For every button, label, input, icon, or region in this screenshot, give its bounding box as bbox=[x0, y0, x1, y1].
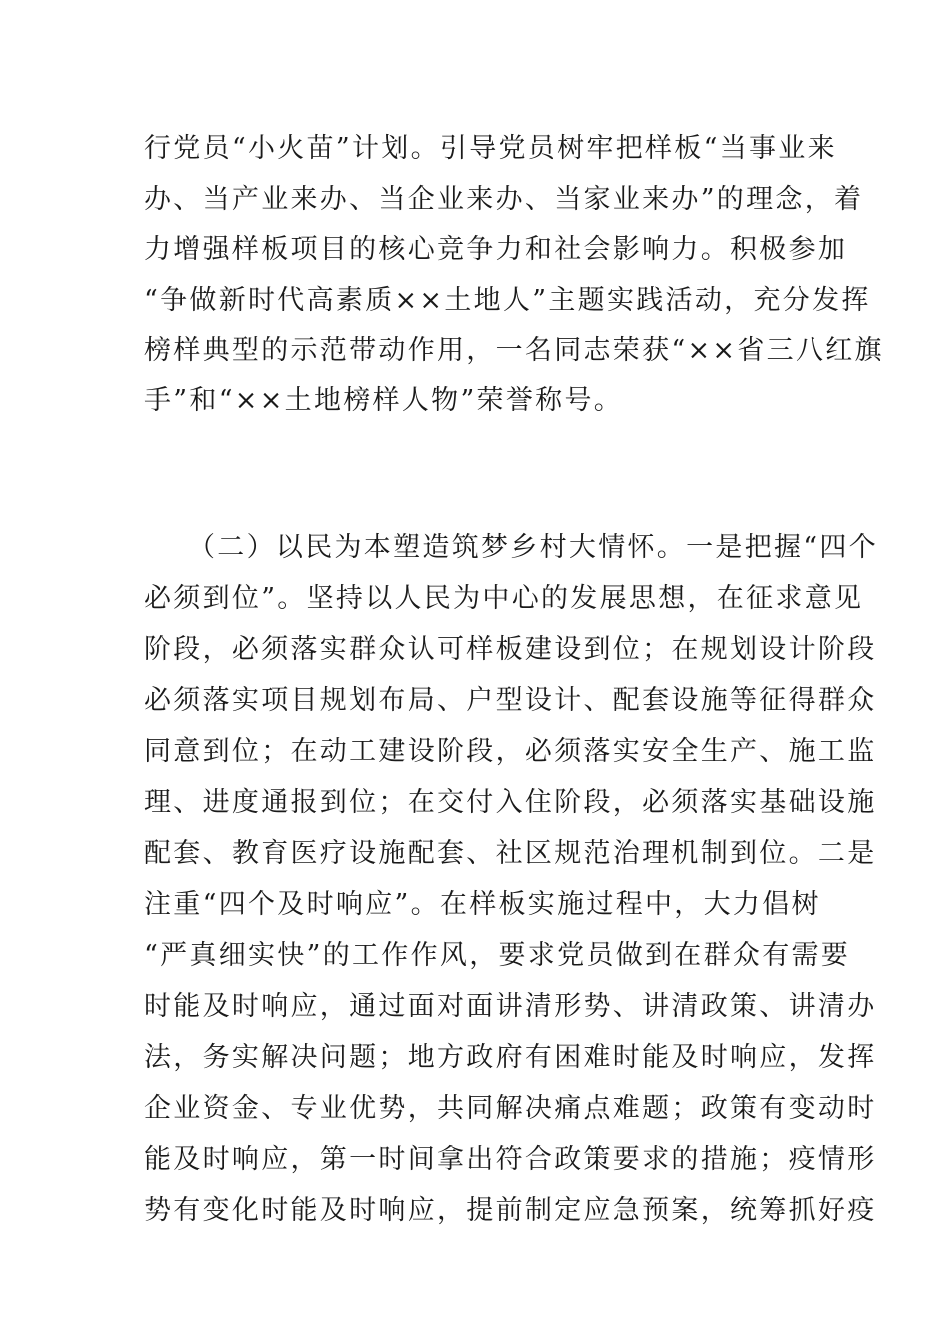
text-line: 企业资金、专业优势，共同解决痛点难题；政策有变动时 bbox=[144, 1093, 877, 1124]
paragraph-heading-line: （二）以民为本塑造筑梦乡村大情怀。一是把握“四个 bbox=[188, 532, 879, 563]
text-line: 必须到位”。坚持以人民为中心的发展思想，在征求意见 bbox=[144, 583, 864, 614]
text-line: 榜样典型的示范带动作用，一名同志荣获“××省三八红旗 bbox=[144, 335, 884, 366]
text-line: 必须落实项目规划布局、户型设计、配套设施等征得群众 bbox=[144, 685, 877, 716]
text-line: 势有变化时能及时响应，提前制定应急预案，统筹抓好疫 bbox=[144, 1195, 877, 1226]
text-line: 同意到位；在动工建设阶段，必须落实安全生产、施工监 bbox=[144, 736, 877, 767]
text-line: “严真细实快”的工作作风，要求党员做到在群众有需要 bbox=[144, 940, 851, 971]
text-line: 法，务实解决问题；地方政府有困难时能及时响应，发挥 bbox=[144, 1042, 877, 1073]
text-line: 能及时响应，第一时间拿出符合政策要求的措施；疫情形 bbox=[144, 1144, 877, 1175]
text-line: 办、当产业来办、当企业来办、当家业来办”的理念，着 bbox=[144, 184, 864, 215]
text-line: 力增强样板项目的核心竞争力和社会影响力。积极参加 bbox=[144, 234, 848, 265]
text-line: 注重“四个及时响应”。在样板实施过程中，大力倡树 bbox=[144, 889, 821, 920]
text-line: 手”和“××土地榜样人物”荣誉称号。 bbox=[144, 385, 624, 416]
text-line: 配套、教育医疗设施配套、社区规范治理机制到位。二是 bbox=[144, 838, 877, 869]
text-line: 阶段，必须落实群众认可样板建设到位；在规划设计阶段 bbox=[144, 634, 877, 665]
text-line: 行党员“小火苗”计划。引导党员树牢把样板“当事业来 bbox=[144, 133, 837, 164]
text-line: 时能及时响应，通过面对面讲清形势、讲清政策、讲清办 bbox=[144, 991, 877, 1022]
text-line: 理、进度通报到位；在交付入住阶段，必须落实基础设施 bbox=[144, 787, 877, 818]
text-line: “争做新时代高素质××土地人”主题实践活动，充分发挥 bbox=[144, 285, 871, 316]
